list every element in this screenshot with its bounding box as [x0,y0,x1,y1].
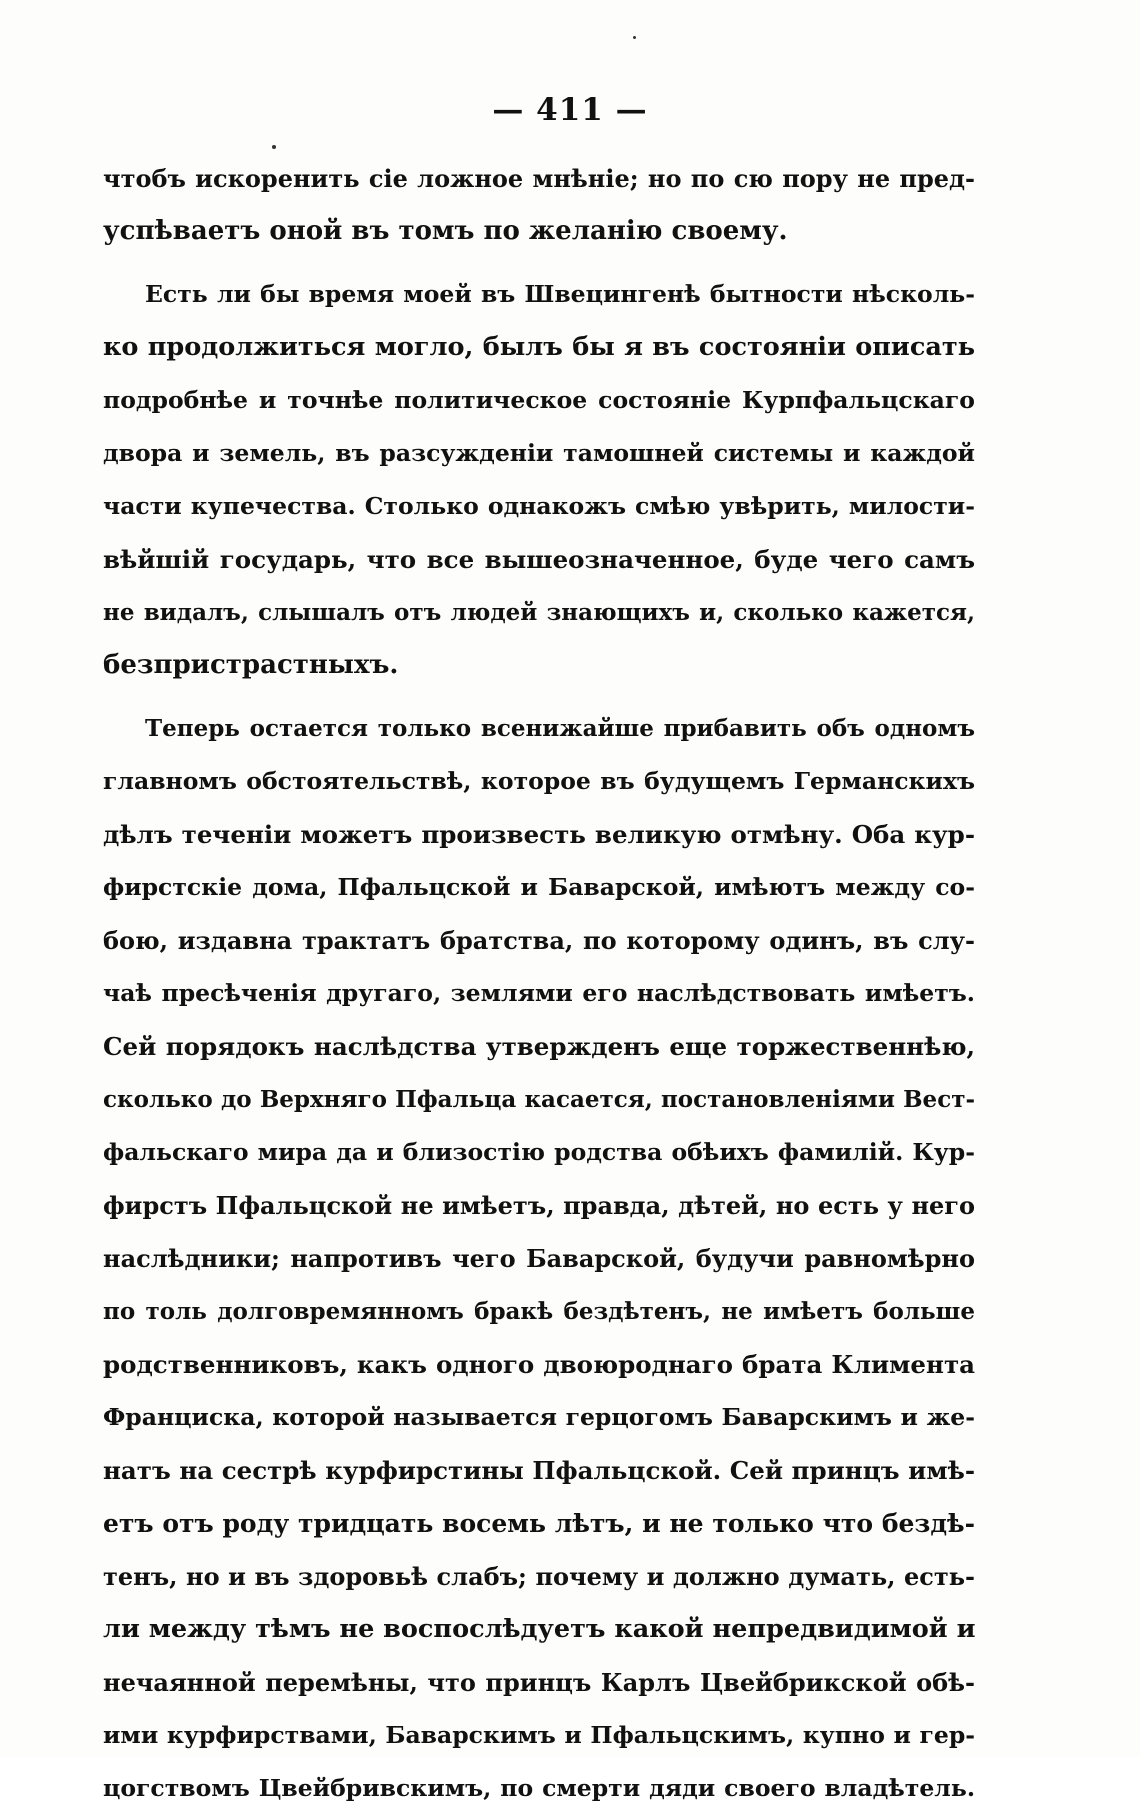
text-line: ко продолжиться могло, былъ бы я въ состояніи описать [103,332,975,362]
text-line: фирстъ Пфальцской не имѣетъ, правда, дѣтей, но есть у него [103,1191,975,1220]
text-line: натъ на сестрѣ курфирстины Пфальцской. Сей принцъ имѣ- [103,1456,975,1485]
text-line: фальскаго мира да и близостію родства обѣихъ фамилій. Кур- [103,1138,975,1166]
text-line: безпристрастныхъ. [103,650,399,680]
scan-speck [272,145,276,149]
text-line: тенъ, но и въ здоровьѣ слабъ; почему и должно думать, есть- [103,1562,975,1591]
text-line: чтобъ искоренить сіе ложное мнѣніе; но по сю пору не пред- [103,164,975,193]
text-line: ли между тѣмъ не воспослѣдуетъ какой непредвидимой и [103,1614,975,1644]
text-line: чаѣ пресѣченія другаго, землями его наслѣдствовать имѣетъ. [103,979,975,1007]
text-line: сколько до Верхняго Пфальца касается, постановленіями Вест- [103,1086,975,1113]
text-line: фирстскіе дома, Пфальцской и Баварской, имѣютъ между со- [103,873,975,901]
scan-speck [633,36,636,39]
text-line: по толь долговремянномъ бракѣ бездѣтенъ, не имѣетъ больше [103,1298,975,1325]
page-number: — 411 — [492,92,648,128]
text-line: ими курфирствами, Баварскимъ и Пфальцскимъ, купно и гер- [103,1721,975,1749]
text-line: нечаянной перемѣны, что принцъ Карлъ Цвейбрикской обѣ- [103,1668,975,1697]
text-line: Есть ли бы время моей въ Швецингенѣ бытности нѣсколь- [145,280,975,308]
text-line: дѣлъ теченіи можетъ произвесть великую отмѣну. Оба кур- [103,820,975,849]
text-line: двора и земель, въ разсужденіи тамошней системы и каждой [103,439,975,467]
text-line: Сей порядокъ наслѣдства утвержденъ еще торжественнѣю, [103,1032,975,1061]
body-text [103,152,975,1815]
text-line: успѣваетъ оной въ томъ по желанію своему. [103,216,788,246]
text-line: цогствомъ Цвейбривскимъ, по смерти дяди своего владѣтель. [103,1774,975,1802]
text-line: Франциска, которой называется герцогомъ Баварскимъ и же- [103,1403,975,1431]
paragraph [103,152,975,258]
text-line: не видалъ, слышалъ отъ людей знающихъ и, сколько кажется, [103,599,975,626]
text-line: Теперь остается только всенижайше прибавить объ одномъ [145,715,975,742]
text-line: главномъ обстоятельствѣ, которое въ будущемъ Германскихъ [103,767,975,795]
text-line: етъ отъ роду тридцать восемь лѣтъ, и не только что бездѣ- [103,1509,975,1538]
text-line: бою, издавна трактатъ братства, по которому одинъ, въ слу- [103,926,975,955]
text-line: подробнѣе и точнѣе политическое состояніе Курпфальцскаго [103,386,975,414]
paragraph [103,268,975,692]
paragraph [103,702,975,1815]
text-line: части купечества. Столько однакожъ смѣю увѣрить, милости- [103,492,975,520]
text-line: родственниковъ, какъ одного двоюроднаго брата Климента [103,1350,975,1379]
text-line: наслѣдники; напротивъ чего Баварской, будучи равномѣрно [103,1244,975,1273]
text-line: вѣйшій государь, что все вышеозначенное, буде чего самъ [103,545,975,574]
